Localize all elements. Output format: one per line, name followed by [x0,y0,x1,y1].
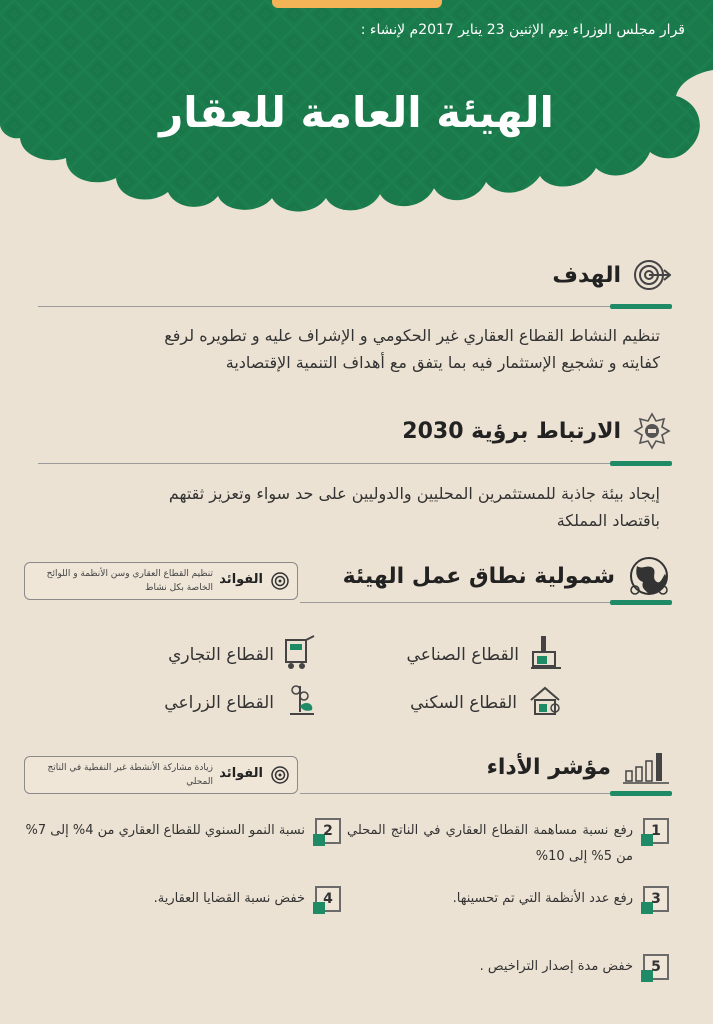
vision-text: إيجاد بيئة جاذبة للمستثمرين المحليين والدوليين على حد سواء وتعزيز ثقتهم باقتصاد المملكة [168,484,660,530]
plant-icon [284,682,318,723]
kpi-item-2 [21,818,341,844]
header-banner [0,0,713,225]
performance-benefits-box [24,756,298,794]
sector-commercial-label: القطاع التجاري [168,644,274,665]
target-arrow-icon [633,256,671,294]
target-icon [271,766,289,788]
goal-title: الهدف [552,262,621,288]
kpi-text: رفع عدد الأنظمة التي تم تحسينها. [452,891,633,906]
kpi-number-badge: 5 [643,954,669,980]
house-icon [527,682,563,723]
bar-chart-icon [623,748,671,786]
kpi-text: خفض نسبة القضايا العقارية. [153,891,305,906]
performance-title: مؤشر الأداء [486,754,611,780]
sector-agricultural [164,682,318,723]
globe-icon [627,554,671,598]
vision-2030-emblem-icon [633,412,671,450]
vision-title: الارتباط برؤية 2030 [402,418,621,444]
performance-accent-bar [610,791,672,796]
performance-benefits-text: زيادة مشاركة الأنشطة غير النفطية في الناتج المحلي [47,763,213,787]
scope-title: شمولية نطاق عمل الهيئة [342,563,615,589]
decree-text: قرار مجلس الوزراء يوم الإثنين 23 يناير 2017م لإنشاء : [360,22,685,38]
vision-divider [38,463,670,464]
sector-residential [410,682,563,723]
kpi-text: رفع نسبة مساهمة القطاع العقاري في الناتج المحلي من 5% إلى 10% [347,823,633,864]
scope-accent-bar [610,600,672,605]
vision-accent-bar [610,461,672,466]
performance-benefits-label: الفوائد [219,766,263,781]
vision-section-header [402,412,671,450]
cart-icon [284,634,318,675]
kpi-item-5 [347,954,669,980]
scope-benefits-label: الفوائد [219,572,263,587]
scope-benefits-box [24,562,298,600]
sector-agricultural-label: القطاع الزراعي [164,692,274,713]
scope-section-header [343,554,671,598]
goal-divider [38,306,670,307]
goal-text: تنظيم النشاط القطاع العقاري غير الحكومي و الإشراف عليه و تطويره لرفع كفايته و تشجيع الإستثمار فيه بما يتفق مع أهداف التنمية الإقتصادية [164,326,660,372]
goal-accent-bar [610,304,672,309]
sector-industrial-label: القطاع الصناعي [406,644,519,665]
performance-section-header [487,748,671,786]
kpi-item-3 [347,886,669,912]
kpi-number-badge: 4 [315,886,341,912]
kpi-number-badge: 2 [315,818,341,844]
scope-benefits-text: تنظيم القطاع العقاري وسن الأنظمة و اللوائح الخاصة بكل نشاط [46,569,213,593]
goal-section-header [552,256,671,294]
sector-commercial [168,634,318,675]
top-tab-marker [272,0,442,8]
factory-icon [529,634,563,675]
sector-industrial [407,634,563,675]
kpi-item-4 [21,886,341,912]
kpi-text: خفض مدة إصدار التراخيص . [479,959,633,974]
page-title: الهيئة العامة للعقار [159,88,554,137]
sector-residential-label: القطاع السكني [410,692,517,713]
target-icon [271,572,289,594]
kpi-text: نسبة النمو السنوي للقطاع العقاري من 4% إلى 7% [25,823,305,838]
kpi-number-badge: 3 [643,886,669,912]
kpi-number-badge: 1 [643,818,669,844]
kpi-item-1 [347,818,669,870]
